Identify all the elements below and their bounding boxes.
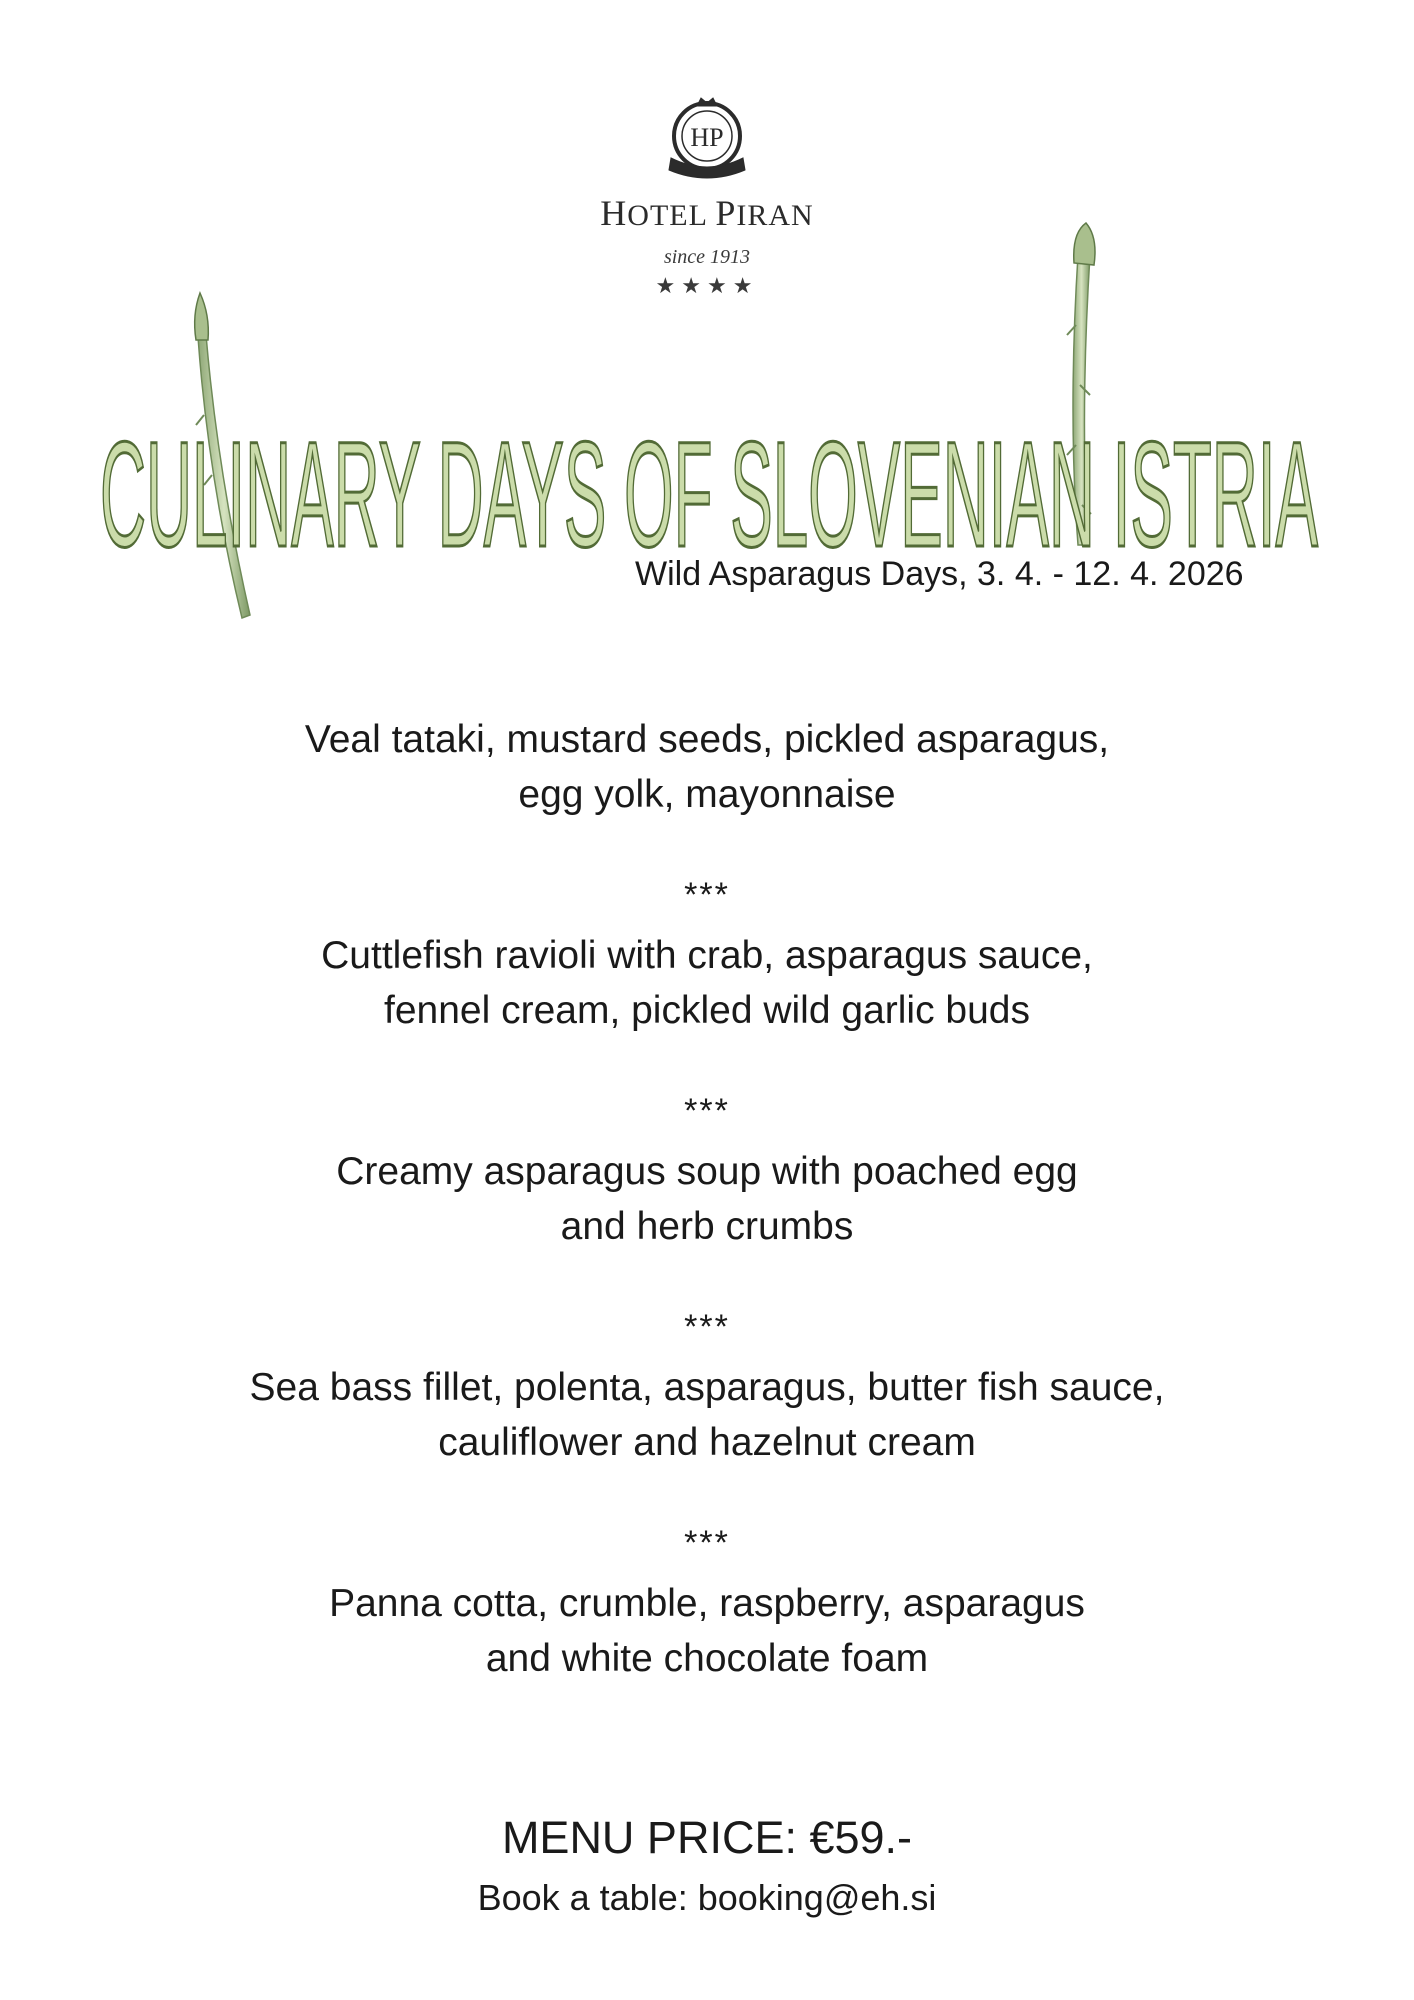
since-year: since 1913 — [663, 246, 751, 268]
monogram: HP — [690, 123, 724, 152]
hotel-name: HOTEL PIRAN — [600, 193, 814, 233]
menu-list — [0, 712, 1414, 1686]
menu-price: MENU PRICE: €59.- — [501, 1812, 913, 1863]
event-title: CULINARY DAYS OF SLOVENIAN ISTRIA — [100, 410, 1318, 578]
booking-contact: Book a table: booking@eh.si — [477, 1877, 937, 1918]
course-separator: *** — [684, 1308, 730, 1346]
menu-course-3: Creamy asparagus soup with poached egg and herb crumbs — [336, 1150, 1078, 1248]
menu-course-4: Sea bass fillet, polenta, asparagus, butter fish sauce, cauliflower and hazelnut cream — [249, 1366, 1165, 1464]
menu-course-2: Cuttlefish ravioli with crab, asparagus sauce, fennel cream, pickled wild garlic buds — [321, 934, 1093, 1032]
star-rating: ★★★★ — [655, 273, 759, 298]
menu-course-1: Veal tataki, mustard seeds, pickled asparagus, egg yolk, mayonnaise — [304, 718, 1110, 816]
menu-course-5: Panna cotta, crumble, raspberry, asparagus and white chocolate foam — [329, 1582, 1085, 1680]
course-separator: *** — [684, 1092, 730, 1130]
course-separator: *** — [684, 876, 730, 914]
course-separator: *** — [684, 1524, 730, 1562]
event-subtitle: Wild Asparagus Days, 3. 4. - 12. 4. 2026 — [635, 555, 1244, 593]
hotel-crest-icon — [657, 96, 757, 184]
